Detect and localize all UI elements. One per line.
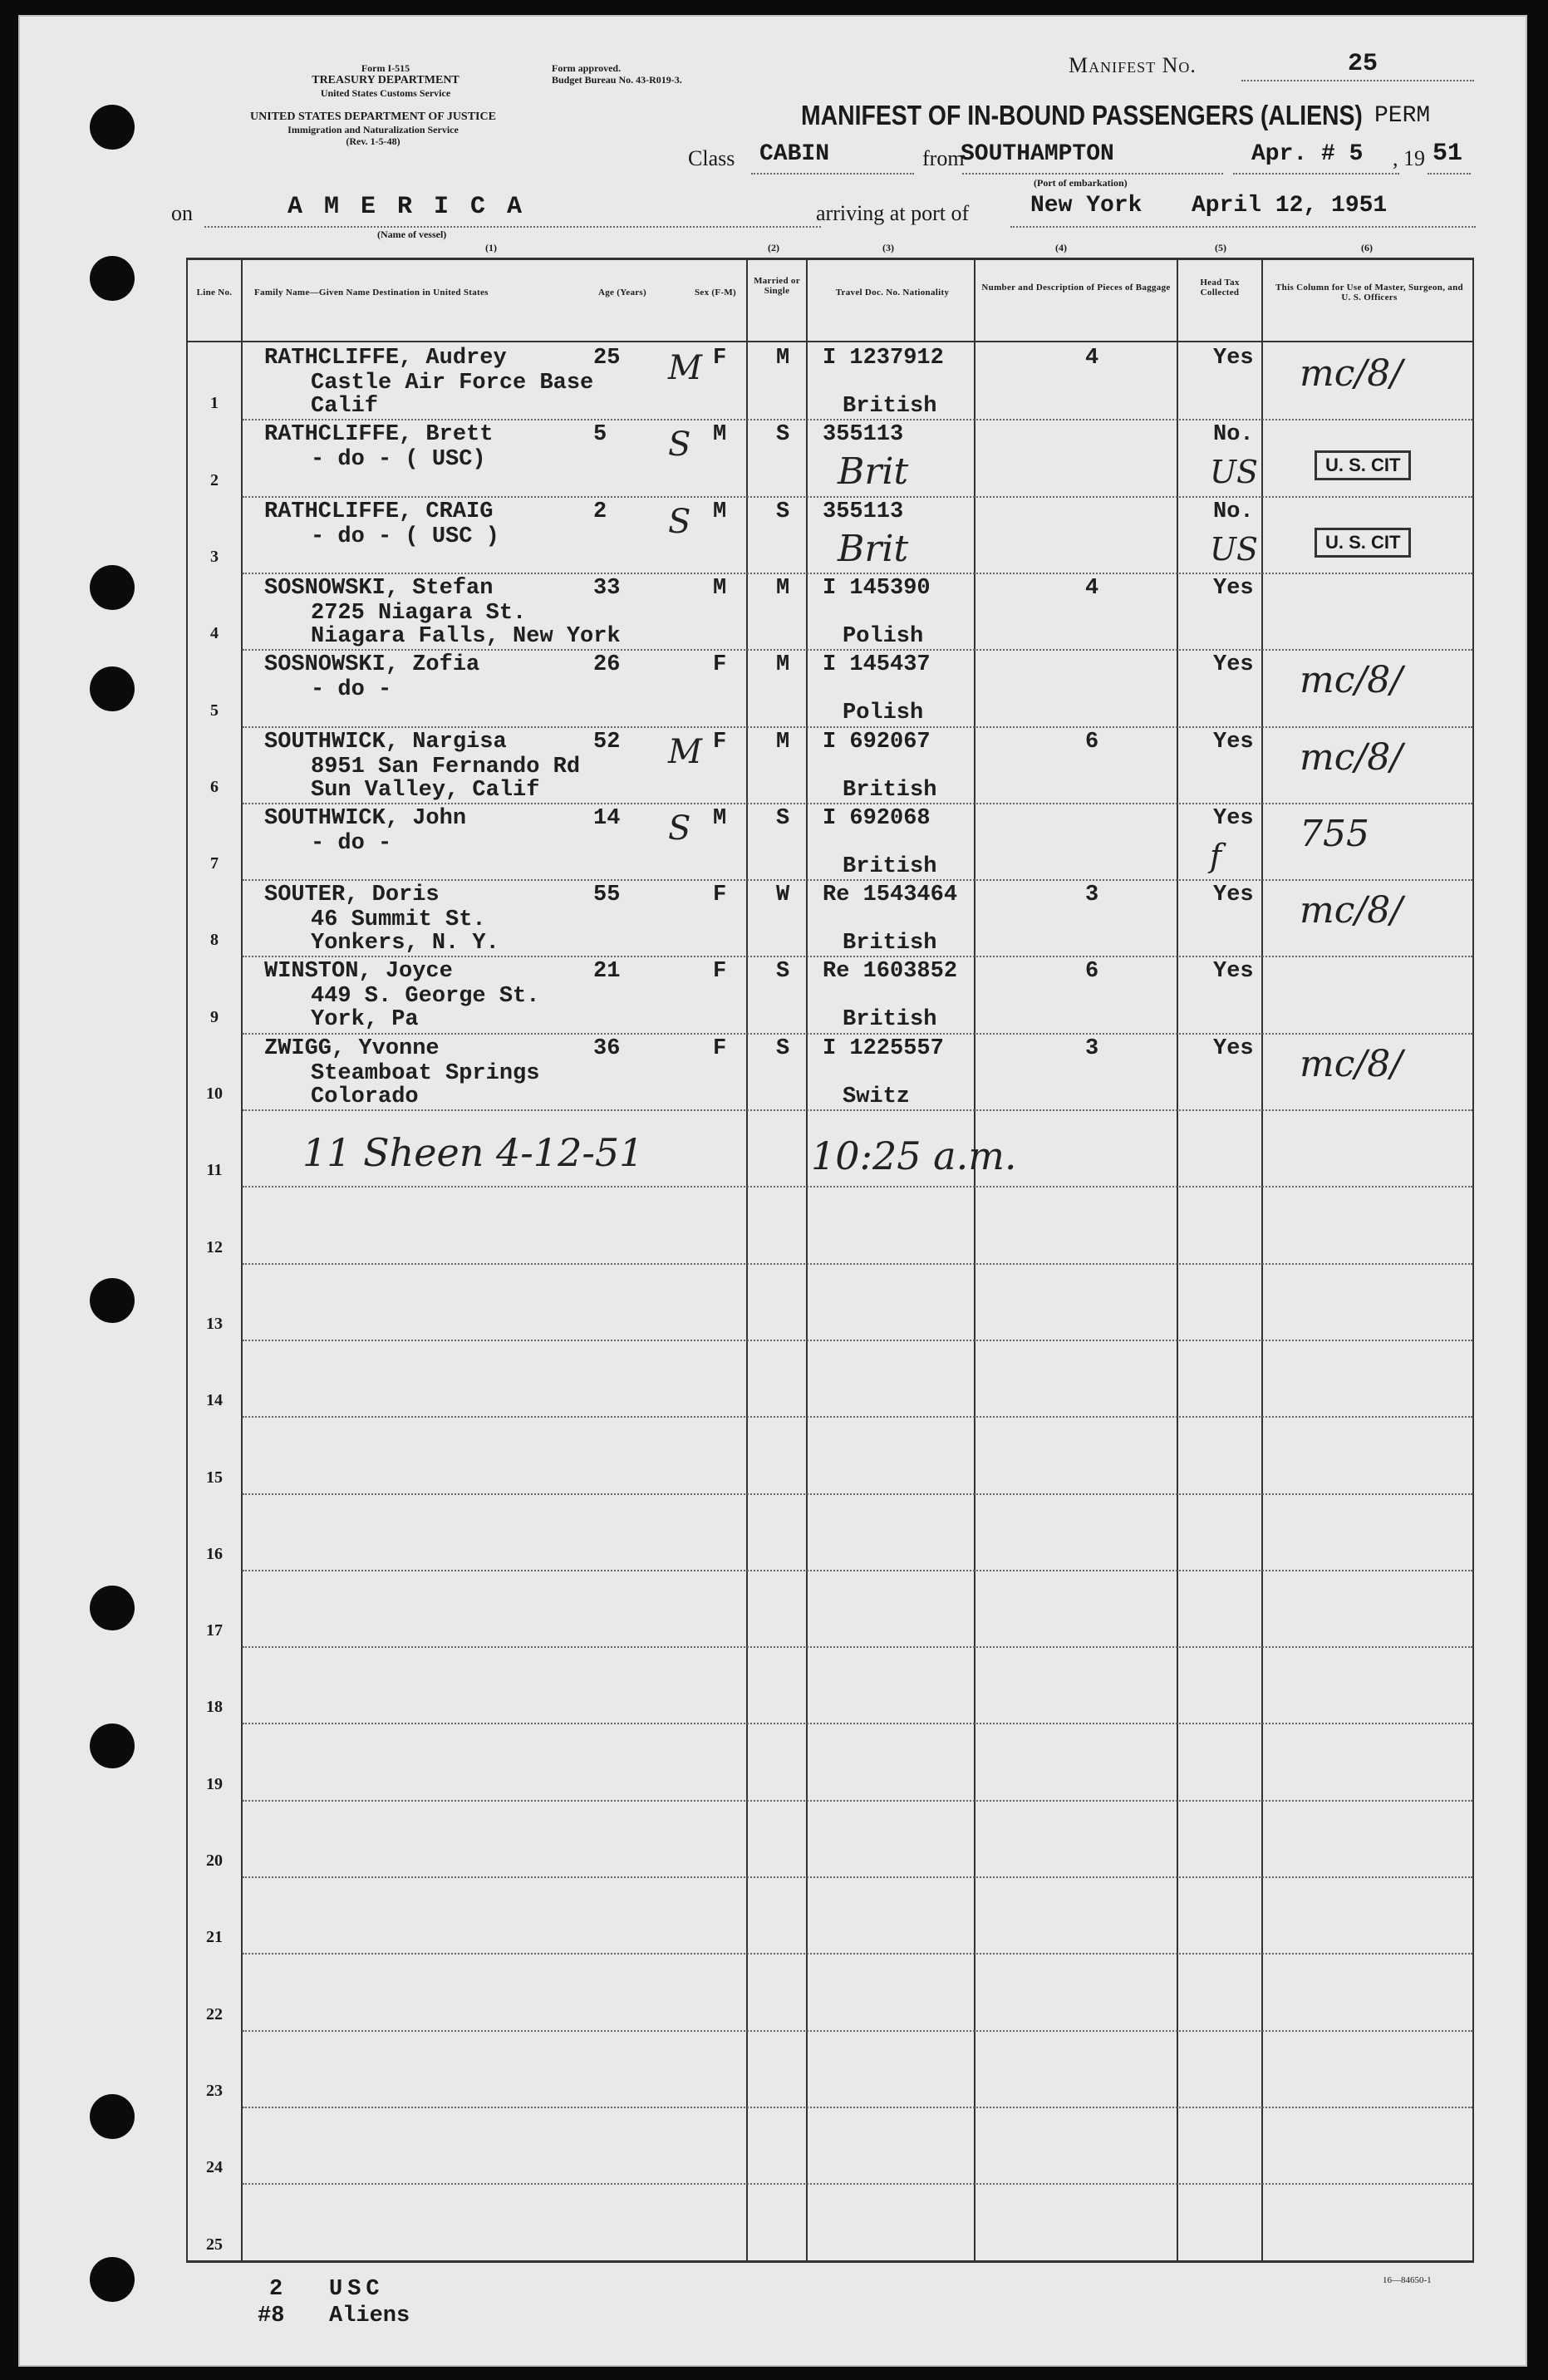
col-header-name: Family Name—Given Name Destination in United States <box>254 288 489 298</box>
col-header-line: Line No. <box>196 288 233 298</box>
port-embark-note: (Port of embarkation) <box>1034 177 1128 189</box>
baggage-count: 4 <box>1085 576 1099 601</box>
passenger-sex: F <box>713 652 727 677</box>
col-num-4: (4) <box>1055 242 1067 253</box>
destination-line-2: Sun Valley, Calif <box>311 778 540 803</box>
destination-line-2: Calif <box>311 394 379 419</box>
manifest-label: Manifest No. <box>1069 53 1197 77</box>
line-number: 13 <box>206 1315 223 1333</box>
passenger-sex: F <box>713 883 727 907</box>
us-citizen-stamp: U. S. CIT <box>1315 450 1411 480</box>
line-number: 23 <box>206 2082 223 2100</box>
col-header-married: Married or Single <box>754 276 800 296</box>
nationality: British <box>843 854 937 879</box>
line-number: 7 <box>210 854 219 873</box>
year-value: 51 <box>1433 140 1463 168</box>
marital-status: S <box>776 806 790 831</box>
col-header-baggage: Number and Description of Pieces of Baggage <box>981 283 1171 293</box>
nationality: British <box>843 778 937 803</box>
row-divider <box>243 419 1472 420</box>
handwritten-nationality: Brit <box>838 450 909 493</box>
marital-status: W <box>776 883 790 907</box>
inspector-signature: 11 Sheen 4-12-51 <box>302 1130 644 1175</box>
nationality: British <box>843 931 937 956</box>
destination-line-2: Niagara Falls, New York <box>311 624 621 649</box>
arrival-port: New York <box>1030 193 1143 219</box>
travel-doc-number: I 145437 <box>823 652 931 677</box>
destination-line-1: - do - ( USC) <box>311 447 486 472</box>
handwritten-tax-mark: US <box>1210 454 1259 490</box>
destination-line-2: Colorado <box>311 1084 419 1109</box>
line-number: 18 <box>206 1698 223 1716</box>
row-divider <box>243 1953 1472 1955</box>
destination-line-1: 2725 Niagara St. <box>311 601 527 626</box>
head-tax-collected: Yes <box>1213 730 1254 755</box>
line-number: 19 <box>206 1775 223 1793</box>
passenger-name: SOSNOWSKI, Zofia <box>264 652 480 677</box>
from-label: from <box>922 146 965 170</box>
travel-doc-number: I 1225557 <box>823 1036 944 1061</box>
punch-hole <box>90 1724 135 1768</box>
row-divider <box>243 1263 1472 1265</box>
travel-doc-number: Re 1543464 <box>823 883 958 907</box>
row-divider <box>243 2030 1472 2032</box>
head-tax-collected: No. <box>1213 499 1254 524</box>
handwritten-tax-mark: US <box>1210 531 1259 568</box>
justice-dept: UNITED STATES DEPARTMENT OF JUSTICE <box>250 111 496 123</box>
vessel-name: A M E R I C A <box>287 193 526 221</box>
marital-status: S <box>776 1036 790 1061</box>
punch-hole <box>90 1586 135 1630</box>
us-citizen-stamp: U. S. CIT <box>1315 528 1411 558</box>
manifest-sheet <box>18 15 1527 2367</box>
handwritten-sex-mark: S <box>668 503 691 541</box>
marital-status: S <box>776 499 790 524</box>
line-number: 16 <box>206 1545 223 1563</box>
passenger-sex: F <box>713 959 727 984</box>
head-tax-collected: Yes <box>1213 346 1254 371</box>
line-number: 10 <box>206 1084 223 1103</box>
marital-status: M <box>776 346 790 371</box>
passenger-name: RATHCLIFFE, Audrey <box>264 346 507 371</box>
line-number: 9 <box>210 1008 219 1026</box>
destination-line-1: Castle Air Force Base <box>311 371 594 396</box>
treasury-dept: TREASURY DEPARTMENT <box>312 74 459 86</box>
ins-service: Immigration and Naturalization Service <box>287 124 459 135</box>
passenger-age: 52 <box>593 730 621 755</box>
officer-initials: mc/8/ <box>1300 352 1403 395</box>
col-header-headtax: Head Tax Collected <box>1200 278 1240 298</box>
officer-initials: mc/8/ <box>1300 1043 1403 1085</box>
col-num-5: (5) <box>1215 242 1226 253</box>
marital-status: S <box>776 959 790 984</box>
vessel-note: (Name of vessel) <box>377 229 447 240</box>
col-num-1: (1) <box>485 242 497 253</box>
handwritten-sex-mark: M <box>668 349 702 387</box>
form-number: 16—84650-1 <box>1383 2275 1432 2285</box>
passenger-age: 33 <box>593 576 621 601</box>
row-divider <box>243 956 1472 957</box>
passenger-sex: F <box>713 1036 727 1061</box>
form-approved: Form approved. <box>552 62 622 74</box>
embark-date: Apr. # 5 <box>1251 141 1364 167</box>
row-divider <box>243 496 1472 498</box>
customs-service: United States Customs Service <box>320 87 451 99</box>
aliens-label: Aliens <box>329 2304 410 2328</box>
passenger-name: SOUTER, Doris <box>264 883 440 907</box>
punch-hole <box>90 2094 135 2139</box>
marital-status: M <box>776 576 790 601</box>
travel-doc-number: I 692067 <box>823 730 931 755</box>
line-number: 17 <box>206 1621 223 1640</box>
passenger-name: ZWIGG, Yvonne <box>264 1036 440 1061</box>
passenger-age: 14 <box>593 806 621 831</box>
travel-doc-number: 355113 <box>823 422 904 447</box>
passenger-name: SOUTHWICK, John <box>264 806 467 831</box>
arrival-date: April 12, 1951 <box>1192 193 1388 219</box>
passenger-age: 55 <box>593 883 621 907</box>
form-revision: (Rev. 1-5-48) <box>346 135 401 147</box>
punch-hole <box>90 565 135 610</box>
row-divider <box>243 1570 1472 1571</box>
head-tax-collected: Yes <box>1213 959 1254 984</box>
row-divider <box>243 879 1472 881</box>
line-number: 11 <box>206 1161 223 1179</box>
row-divider <box>243 649 1472 651</box>
passenger-sex: F <box>713 346 727 371</box>
line-number: 12 <box>206 1238 223 1256</box>
line-number: 25 <box>206 2235 223 2254</box>
row-divider <box>243 1340 1472 1341</box>
passenger-age: 2 <box>593 499 607 524</box>
line-number: 2 <box>210 471 219 489</box>
passenger-sex: M <box>713 422 727 447</box>
handwritten-sex-mark: M <box>668 733 702 771</box>
travel-doc-number: I 692068 <box>823 806 931 831</box>
marital-status: M <box>776 652 790 677</box>
passenger-sex: F <box>713 730 727 755</box>
head-tax-collected: Yes <box>1213 806 1254 831</box>
passenger-sex: M <box>713 806 727 831</box>
travel-doc-number: I 145390 <box>823 576 931 601</box>
col-num-2: (2) <box>768 242 779 253</box>
destination-line-1: - do - <box>311 831 392 856</box>
destination-line-1: 46 Summit St. <box>311 907 486 932</box>
passenger-sex: M <box>713 499 727 524</box>
line-number: 24 <box>206 2158 223 2176</box>
row-divider <box>243 1109 1472 1111</box>
destination-line-2: Yonkers, N. Y. <box>311 931 499 956</box>
row-divider <box>243 803 1472 804</box>
head-tax-collected: Yes <box>1213 883 1254 907</box>
line-number: 22 <box>206 2005 223 2023</box>
nationality: Polish <box>843 624 924 649</box>
passenger-age: 21 <box>593 959 621 984</box>
col-num-3: (3) <box>882 242 894 253</box>
head-tax-collected: Yes <box>1213 1036 1254 1061</box>
form-id: Form I-515 <box>361 62 410 74</box>
travel-doc-number: 355113 <box>823 499 904 524</box>
usc-label: USC <box>329 2277 385 2302</box>
col-num-6: (6) <box>1361 242 1373 253</box>
punch-hole <box>90 256 135 301</box>
row-divider <box>243 1723 1472 1724</box>
line-number: 8 <box>210 931 219 949</box>
arriving-label: arriving at port of <box>816 201 970 225</box>
passenger-age: 5 <box>593 422 607 447</box>
head-tax-collected: No. <box>1213 422 1254 447</box>
col-header-age: Age (Years) <box>598 288 646 298</box>
row-divider <box>243 1800 1472 1802</box>
nationality: British <box>843 1007 937 1032</box>
destination-line-1: - do - ( USC ) <box>311 524 499 549</box>
line-number: 3 <box>210 548 219 566</box>
handwritten-sex-mark: S <box>668 425 691 464</box>
baggage-count: 6 <box>1085 959 1099 984</box>
officer-initials: 755 <box>1300 813 1369 855</box>
row-divider <box>243 2107 1472 2108</box>
usc-count: 2 <box>269 2277 283 2302</box>
row-divider <box>243 1493 1472 1495</box>
baggage-count: 3 <box>1085 1036 1099 1061</box>
baggage-count: 6 <box>1085 730 1099 755</box>
passenger-name: RATHCLIFFE, CRAIG <box>264 499 494 524</box>
line-number: 4 <box>210 624 219 642</box>
travel-doc-number: Re 1603852 <box>823 959 958 984</box>
line-number: 6 <box>210 778 219 796</box>
year-prefix: , 19 <box>1393 146 1425 170</box>
handwritten-tax-mark: f <box>1210 838 1222 874</box>
row-divider <box>243 573 1472 574</box>
passenger-name: SOUTHWICK, Nargisa <box>264 730 507 755</box>
head-tax-collected: Yes <box>1213 576 1254 601</box>
embark-port: SOUTHAMPTON <box>961 141 1114 167</box>
line-number: 20 <box>206 1851 223 1870</box>
row-divider <box>243 1876 1472 1878</box>
handwritten-nationality: Brit <box>838 528 909 570</box>
destination-line-1: Steamboat Springs <box>311 1061 540 1086</box>
on-label: on <box>171 201 193 225</box>
row-divider <box>243 2183 1472 2185</box>
row-divider <box>243 1033 1472 1035</box>
punch-hole <box>90 2257 135 2302</box>
destination-line-1: 449 S. George St. <box>311 984 540 1009</box>
passenger-sex: M <box>713 576 727 601</box>
row-divider <box>243 1186 1472 1188</box>
nationality: British <box>843 394 937 419</box>
baggage-count: 3 <box>1085 883 1099 907</box>
officer-initials: mc/8/ <box>1300 889 1403 932</box>
inspection-time: 10:25 a.m. <box>811 1133 1017 1178</box>
perm-note: PERM <box>1374 103 1431 129</box>
line-number: 21 <box>206 1928 223 1946</box>
handwritten-sex-mark: S <box>668 809 691 848</box>
col-header-officers: This Column for Use of Master, Surgeon, and U. S. Officers <box>1275 283 1463 302</box>
destination-line-2: York, Pa <box>311 1007 419 1032</box>
row-divider <box>243 1646 1472 1648</box>
passenger-age: 36 <box>593 1036 621 1061</box>
punch-hole <box>90 105 135 150</box>
destination-line-1: - do - <box>311 677 392 702</box>
officer-initials: mc/8/ <box>1300 659 1403 701</box>
passenger-age: 25 <box>593 346 621 371</box>
passenger-name: SOSNOWSKI, Stefan <box>264 576 494 601</box>
passenger-age: 26 <box>593 652 621 677</box>
baggage-count: 4 <box>1085 346 1099 371</box>
row-divider <box>243 1416 1472 1418</box>
officer-initials: mc/8/ <box>1300 736 1403 779</box>
budget-bureau: Budget Bureau No. 43-R019-3. <box>552 74 682 86</box>
passenger-name: RATHCLIFFE, Brett <box>264 422 494 447</box>
passenger-name: WINSTON, Joyce <box>264 959 453 984</box>
line-number: 1 <box>210 394 219 412</box>
punch-hole <box>90 666 135 711</box>
class-value: CABIN <box>759 141 830 167</box>
head-tax-collected: Yes <box>1213 652 1254 677</box>
travel-doc-number: I 1237912 <box>823 346 944 371</box>
nationality: Switz <box>843 1084 911 1109</box>
col-header-sex: Sex (F-M) <box>694 288 737 298</box>
class-label: Class <box>688 146 735 170</box>
manifest-title: MANIFEST OF IN-BOUND PASSENGERS (ALIENS) <box>801 100 1363 130</box>
marital-status: S <box>776 422 790 447</box>
row-divider <box>243 726 1472 728</box>
alien-count: #8 <box>258 2304 285 2328</box>
line-number: 14 <box>206 1391 223 1409</box>
marital-status: M <box>776 730 790 755</box>
line-number: 5 <box>210 701 219 720</box>
punch-hole <box>90 1278 135 1323</box>
nationality: Polish <box>843 701 924 725</box>
line-number: 15 <box>206 1468 223 1487</box>
col-header-doc: Travel Doc. No. Nationality <box>835 288 950 298</box>
destination-line-1: 8951 San Fernando Rd <box>311 755 581 779</box>
manifest-number: 25 <box>1348 50 1378 78</box>
